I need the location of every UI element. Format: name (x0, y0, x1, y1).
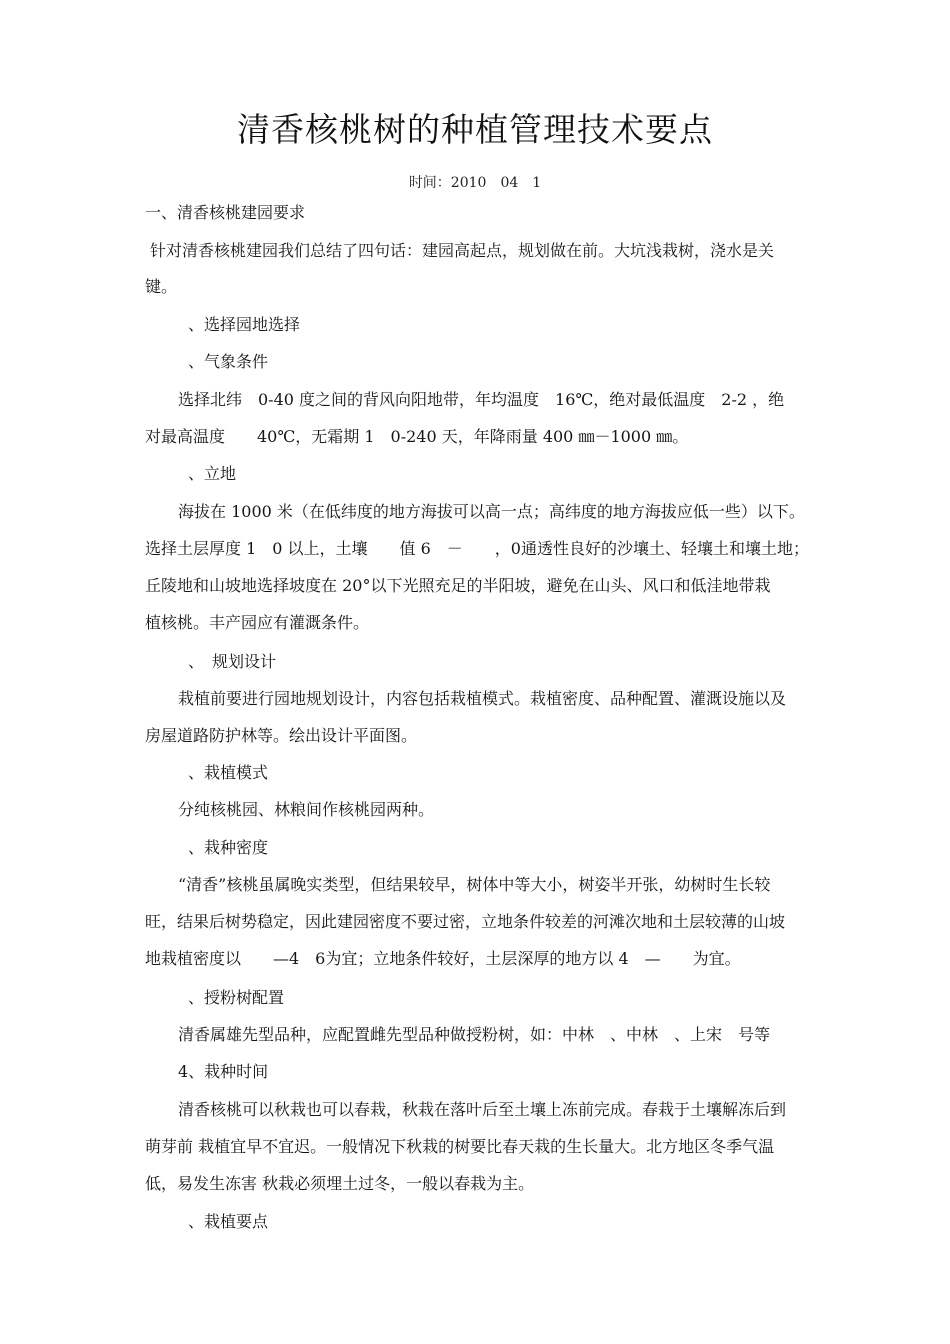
section-heading: 一、清香核桃建园要求 (145, 203, 306, 222)
subsection-heading: 、栽植模式 (188, 763, 269, 782)
paragraph-line: 针对清香核桃建园我们总结了四句话：建园高起点，规划做在前。大坑浅栽树，浇水是关 (150, 241, 775, 260)
paragraph-line: 栽植前要进行园地规划设计，内容包括栽植模式。栽植密度、品种配置、灌溉设施以及 (178, 689, 787, 708)
paragraph-line: 选择北纬 0-40 度之间的背风向阳地带，年均温度 16℃，绝对最低温度 2-2 ，绝 (178, 390, 785, 409)
page-title: 清香核桃树的种植管理技术要点 (237, 110, 713, 149)
paragraph-line: 选择土层厚度 1 0 以上，土壤 值 6 － ，0通透性良好的沙壤土、轻壤土和壤土地； (145, 539, 809, 558)
subsection-heading: 4、栽种时间 (178, 1062, 269, 1081)
subsection-heading: 、气象条件 (188, 352, 269, 371)
paragraph-line: 丘陵地和山坡地选择坡度在 20°以下光照充足的半阳坡，避免在山头、风口和低洼地带栽 (145, 576, 771, 595)
paragraph-line: “清香”核桃虽属晚实类型，但结果较早，树体中等大小，树姿半开张，幼树时生长较 (178, 875, 771, 894)
paragraph-line: 清香属雄先型品种，应配置雌先型品种做授粉树，如：中林 、中林 、上宋 号等 (178, 1025, 771, 1044)
paragraph-line: 植核桃。丰产园应有灌溉条件。 (145, 613, 370, 632)
paragraph-line: 旺，结果后树势稳定，因此建园密度不要过密，立地条件较差的河滩次地和土层较薄的山坡 (145, 912, 786, 931)
paragraph-line: 房屋道路防护林等。绘出设计平面图。 (145, 726, 418, 745)
paragraph-line: 分纯核桃园、林粮间作核桃园两种。 (178, 800, 435, 819)
paragraph-line: 地栽植密度以 —4 6为宜；立地条件较好，土层深厚的地方以 4 — 为宜。 (145, 949, 741, 968)
subsection-heading: 、选择园地选择 (188, 315, 301, 334)
subsection-heading: 、立地 (188, 464, 237, 483)
paragraph-line: 键。 (145, 277, 178, 296)
paragraph-line: 低，易发生冻害 秋栽必须埋土过冬，一般以春栽为主。 (145, 1174, 535, 1193)
paragraph-line: 清香核桃可以秋栽也可以春栽，秋栽在落叶后至土壤上冻前完成。春栽于土壤解冻后到 (178, 1100, 787, 1119)
subsection-heading: 、 规划设计 (188, 652, 277, 671)
subsection-heading: 、栽种密度 (188, 838, 269, 857)
paragraph-line: 对最高温度 40℃，无霜期 1 0-240 天，年降雨量 400 ㎜－1000 ㎜。 (145, 427, 689, 446)
subsection-heading: 、授粉树配置 (188, 988, 285, 1007)
publish-date: 时间：2010 04 1 (408, 175, 542, 191)
subsection-heading: 、栽植要点 (188, 1212, 269, 1231)
paragraph-line: 海拔在 1000 米（在低纬度的地方海拔可以高一点；高纬度的地方海拔应低一些）以下。 (178, 502, 805, 521)
paragraph-line: 萌芽前 栽植宜早不宜迟。一般情况下秋栽的树要比春天栽的生长量大。北方地区冬季气温 (145, 1137, 775, 1156)
